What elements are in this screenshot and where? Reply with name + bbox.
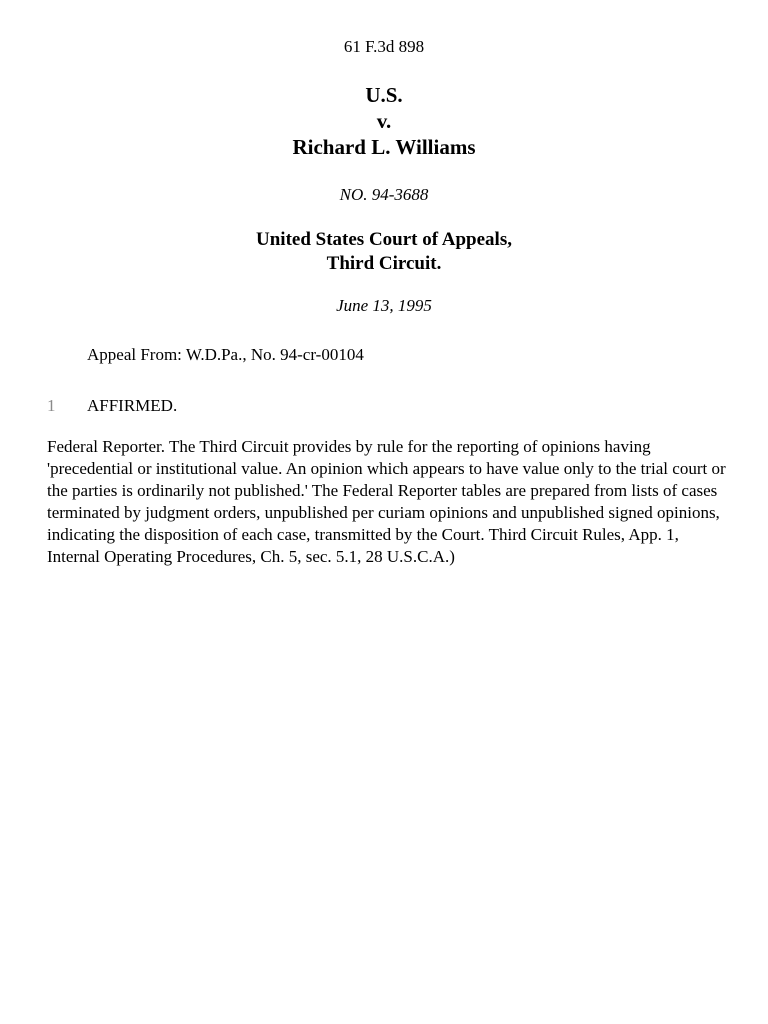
defendant-name: Richard L. Williams xyxy=(292,135,476,159)
paragraph-number: 1 xyxy=(47,396,56,415)
decision-date: June 13, 1995 xyxy=(336,296,432,315)
appeal-from: Appeal From: W.D.Pa., No. 94-cr-00104 xyxy=(87,345,364,364)
footnote-text: Federal Reporter. The Third Circuit provides by rule for the reporting of opinions having 'precedential or institutional value. An opinion which appears to have value only to the trial court or the parties is ordinarily not published.' The Federal Reporter tables are prepared from lists of cases terminated by judgment orders, unpublished per curiam opinions and unpublished signed opinions, indicating the disposition of each case, transmitted by the Court. Third Circuit Rules, App. 1, Internal Operating Procedures, Ch. 5, sec. 5.1, 28 U.S.C.A.) xyxy=(47,437,726,566)
court-name xyxy=(0,228,768,276)
plaintiff-name: U.S. xyxy=(365,83,403,107)
case-citation: 61 F.3d 898 xyxy=(343,37,425,56)
case-caption xyxy=(0,82,768,160)
paragraph-text: AFFIRMED. xyxy=(87,396,178,415)
court-name-line2: Third Circuit. xyxy=(326,253,442,274)
docket-number: NO. 94-3688 xyxy=(339,185,429,204)
court-name-line1: United States Court of Appeals, xyxy=(256,229,512,250)
versus-label: v. xyxy=(376,109,392,133)
